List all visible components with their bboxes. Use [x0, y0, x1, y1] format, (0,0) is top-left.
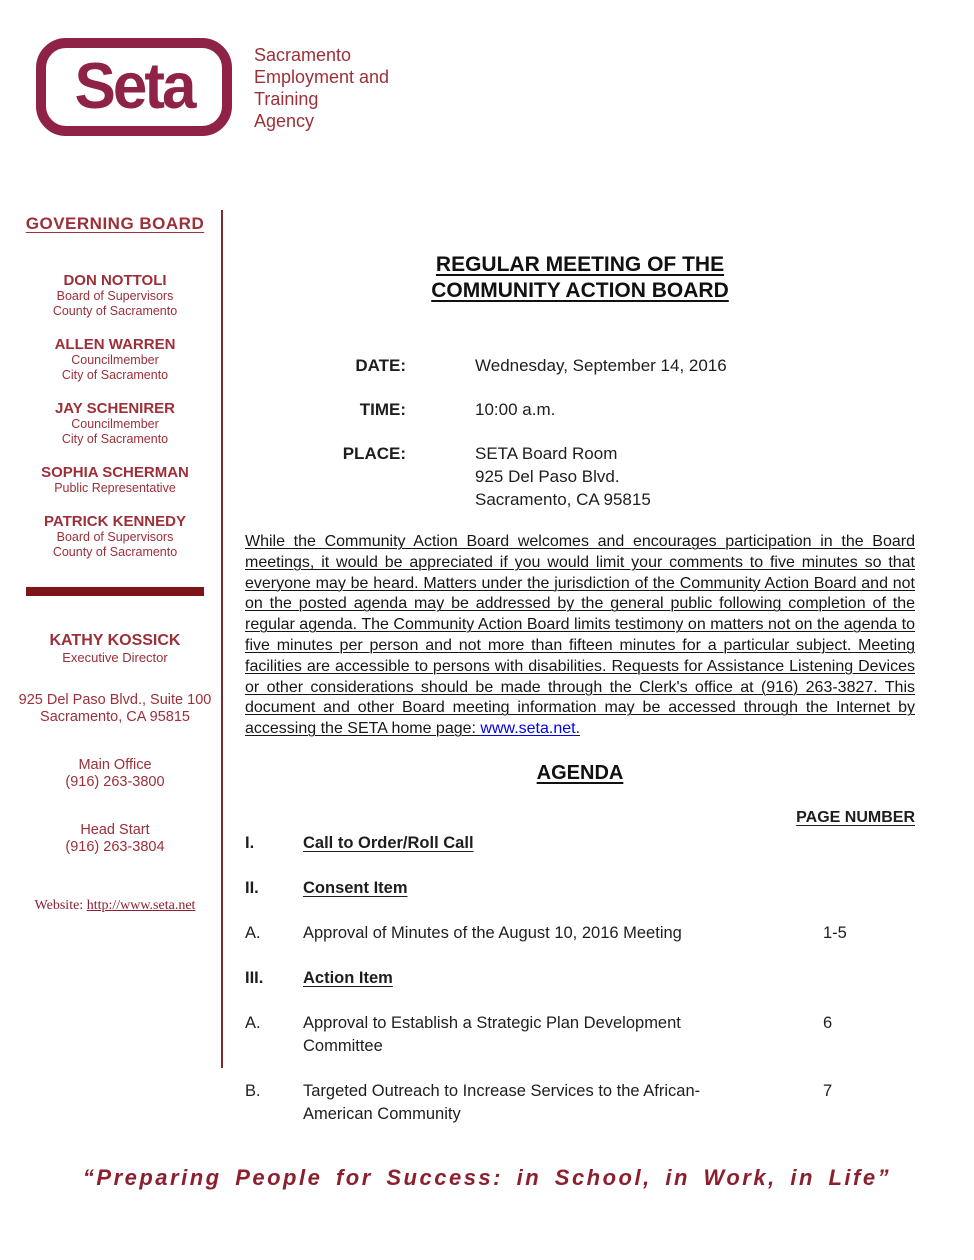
agenda-page	[733, 967, 915, 990]
member-name: PATRICK KENNEDY	[44, 513, 186, 530]
motto-tagline: “Preparing People for Success: in School, in Work, in Life”	[82, 1165, 892, 1190]
participation-notice	[245, 532, 915, 740]
contact-phone: (916) 263-3800	[65, 774, 165, 790]
place-value	[406, 442, 651, 511]
director-title: Executive Director	[62, 650, 168, 665]
agenda-title: Approval to Establish a Strategic Plan Development Committee	[303, 1013, 681, 1055]
sidebar	[12, 214, 218, 914]
meeting-title-line2: COMMUNITY ACTION BOARD	[431, 279, 729, 302]
agenda-title: Approval of Minutes of the August 10, 2016 Meeting	[303, 923, 682, 942]
agenda-section-roll-call	[245, 832, 915, 855]
agenda-heading: AGENDA	[536, 761, 624, 784]
meeting-info-date	[245, 354, 915, 377]
member-role: Councilmember	[71, 417, 159, 431]
address-line: Sacramento, CA 95815	[40, 709, 190, 725]
org-name-line: Employment and	[254, 67, 390, 87]
masthead	[36, 38, 389, 136]
agenda-title: Call to Order/Roll Call	[303, 833, 474, 852]
member-org: County of Sacramento	[52, 304, 178, 318]
agenda-section-action-item	[245, 967, 915, 990]
page-number-heading: PAGE NUMBER	[796, 808, 915, 826]
member-role: Councilmember	[71, 353, 159, 367]
meeting-info-place	[245, 442, 915, 511]
member-org: City of Sacramento	[61, 368, 169, 382]
contact-head-start	[12, 822, 218, 856]
board-member	[12, 272, 218, 319]
agenda-item-minutes-approval	[245, 922, 915, 945]
meeting-title	[245, 252, 915, 304]
agenda-page: 6	[823, 1013, 833, 1032]
notice-text: While the Community Action Board welcomes and encourages participation in the Board meetings, it would be appreciated if you would limit your comments to five minutes so that everyone may be heard. Matters under the jurisdiction of the Community Action Board and not on the posted agenda may be addressed by the general public following completion of the regular agenda. The Community Action Board limits testimony on matters not on the agenda to five minutes per person and not more than fifteen minutes for a particular subject. Meeting facilities are accessible to persons with disabilities. Requests for Assistance Listening Devices or other considerations should be made through the Clerk's office at (916) 263-3827. This document and other Board meeting information may be accessed through the Internet by accessing the SETA home page:	[245, 533, 915, 738]
agenda-list	[245, 832, 915, 1126]
time-value: 10:00 a.m.	[475, 400, 556, 419]
website-label: Website:	[34, 898, 84, 913]
agenda-title: Consent Item	[303, 878, 408, 897]
vertical-divider	[221, 210, 223, 1068]
agenda-title: Targeted Outreach to Increase Services to the African-American Community	[303, 1081, 701, 1123]
board-member	[12, 464, 218, 496]
contact-phone: (916) 263-3804	[65, 839, 165, 855]
member-name: ALLEN WARREN	[54, 336, 176, 353]
org-name-line: Agency	[254, 111, 315, 131]
director-name: KATHY KOSSICK	[49, 632, 181, 649]
agenda-title: Action Item	[303, 968, 393, 987]
place-label: PLACE:	[342, 444, 406, 463]
contact-main-office	[12, 757, 218, 791]
org-name-line: Sacramento	[254, 45, 352, 65]
main-content	[245, 252, 915, 1148]
notice-text-end: .	[575, 720, 581, 738]
contact-label: Main Office	[78, 757, 152, 773]
agenda-page: 1-5	[823, 923, 847, 942]
agenda-page	[733, 877, 915, 900]
date-value: Wednesday, September 14, 2016	[475, 356, 727, 375]
place-line: Sacramento, CA 95815	[475, 490, 651, 509]
board-member	[12, 336, 218, 383]
website-link[interactable]: http://www.seta.net	[86, 898, 196, 913]
member-name: DON NOTTOLI	[63, 272, 167, 289]
office-address	[12, 692, 218, 726]
member-role: Public Representative	[54, 481, 176, 495]
board-member	[12, 400, 218, 447]
member-role: Board of Supervisors	[56, 530, 174, 544]
member-name: JAY SCHENIRER	[54, 400, 176, 417]
agenda-page	[733, 832, 915, 855]
org-name	[254, 38, 389, 132]
place-line: 925 Del Paso Blvd.	[475, 467, 620, 486]
agenda-letter: A.	[245, 923, 261, 942]
meeting-info-time	[245, 398, 915, 421]
date-label: DATE:	[355, 356, 406, 375]
agenda-numeral: II.	[245, 878, 259, 897]
contact-label: Head Start	[80, 822, 150, 838]
governing-board-heading: GOVERNING BOARD	[25, 214, 205, 233]
seta-homepage-link[interactable]: www.seta.net	[480, 720, 576, 738]
executive-director	[12, 632, 218, 666]
board-member	[12, 513, 218, 560]
org-name-line: Training	[254, 89, 319, 109]
meeting-title-line1: REGULAR MEETING OF THE	[435, 253, 725, 276]
member-role: Board of Supervisors	[56, 289, 174, 303]
website-line	[12, 898, 218, 914]
agenda-page: 7	[823, 1081, 833, 1100]
member-name: SOPHIA SCHERMAN	[41, 464, 189, 481]
agenda-numeral: III.	[245, 968, 264, 987]
address-line: 925 Del Paso Blvd., Suite 100	[18, 692, 212, 708]
agenda-numeral: I.	[245, 833, 255, 852]
meeting-info	[245, 354, 915, 511]
agenda-item-targeted-outreach	[245, 1080, 915, 1126]
place-line: SETA Board Room	[475, 444, 618, 463]
agenda-section-consent-item	[245, 877, 915, 900]
member-org: City of Sacramento	[61, 432, 169, 446]
agenda-letter: B.	[245, 1081, 261, 1100]
seta-logo-wordmark: Seta	[74, 50, 194, 123]
sidebar-divider-bar	[26, 587, 204, 596]
agenda-item-strategic-plan	[245, 1012, 915, 1058]
seta-logo	[36, 38, 232, 136]
time-label: TIME:	[359, 400, 406, 419]
agenda-letter: A.	[245, 1013, 261, 1032]
member-org: County of Sacramento	[52, 545, 178, 559]
